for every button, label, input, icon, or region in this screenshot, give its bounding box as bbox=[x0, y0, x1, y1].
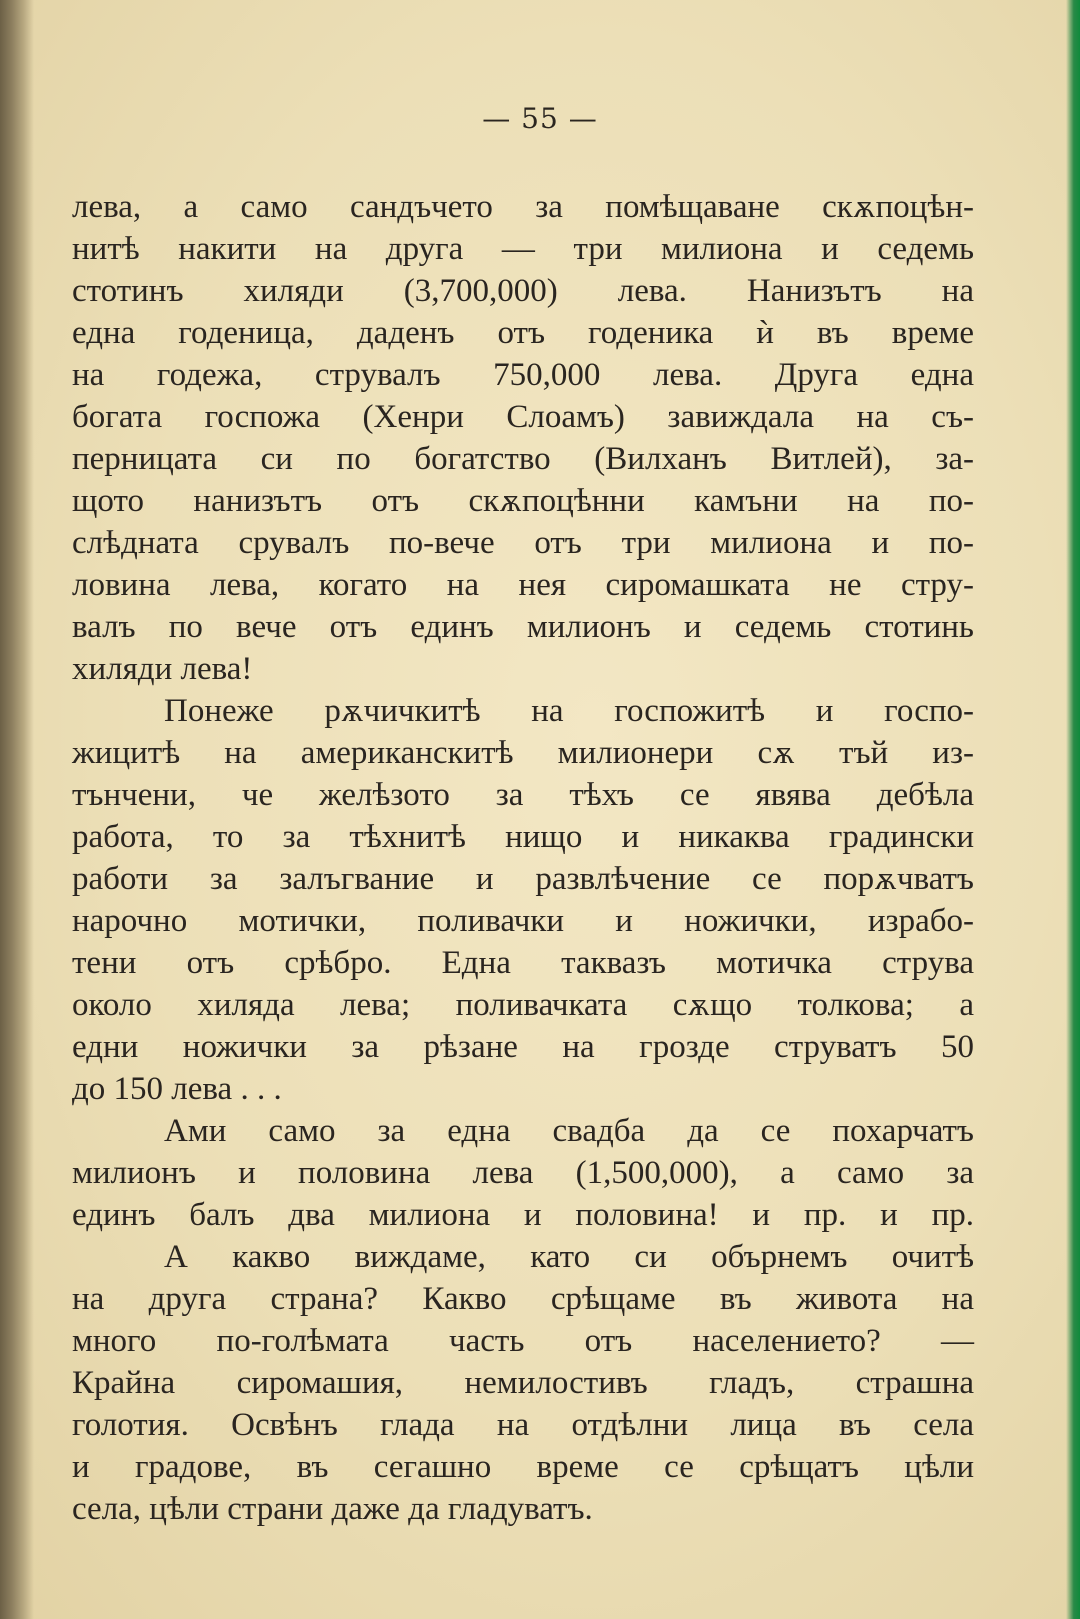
text-line: около хиляда лева; поливачката сѫщо толкова; а bbox=[72, 987, 974, 1023]
text-line: и градове, въ сегашно време се срѣщатъ цѣли bbox=[72, 1449, 974, 1485]
text-line: села, цѣли страни даже да гладуватъ. bbox=[72, 1491, 593, 1527]
text-line: на друга страна? Какво срѣщаме въ живота на bbox=[72, 1281, 974, 1317]
text-line: голотия. Освѣнъ глада на отдѣлни лица въ села bbox=[72, 1407, 974, 1443]
text-line: Понеже рѫчичкитѣ на госпожитѣ и госпо- bbox=[164, 693, 974, 729]
text-line: милионъ и половина лева (1,500,000), а само за bbox=[72, 1155, 974, 1191]
text-line: тени отъ срѣбро. Една таквазъ мотичка струва bbox=[72, 945, 974, 981]
text-line: перницата си по богатство (Вилханъ Витлей), за- bbox=[72, 441, 974, 477]
page-number: — 55 — bbox=[482, 102, 598, 135]
text-line: работа, то за тѣхнитѣ нищо и никаква градински bbox=[72, 819, 974, 855]
text-line: много по-голѣмата часть отъ населението? — bbox=[72, 1323, 974, 1359]
text-line: тънчени, че желѣзото за тѣхъ се явява дебѣла bbox=[72, 777, 974, 813]
text-line: валъ по вече отъ единъ милионъ и седемь стотинь bbox=[72, 609, 974, 645]
text-line: слѣдната срувалъ по-вече отъ три милиона и по- bbox=[72, 525, 974, 561]
text-line: единъ балъ два милиона и половина! и пр. и пр. bbox=[72, 1197, 974, 1233]
text-line: Ами само за една свадба да се похарчатъ bbox=[164, 1113, 974, 1149]
text-line: една годеница, даденъ отъ годеника ѝ въ време bbox=[72, 315, 974, 351]
text-line: ловина лева, когато на нея сиромашката не стру- bbox=[72, 567, 974, 603]
body-text bbox=[72, 186, 974, 1530]
text-line: едни ножички за рѣзане на грозде струватъ 50 bbox=[72, 1029, 974, 1065]
text-line: работи за залъгвание и развлѣчение се порѫчватъ bbox=[72, 861, 974, 897]
book-spine-shadow bbox=[0, 0, 34, 1619]
text-line: стотинъ хиляди (3,700,000) лева. Нанизътъ на bbox=[72, 273, 974, 309]
text-line: лева, а само сандъчето за помѣщаване скѫпоцѣн- bbox=[72, 189, 974, 225]
text-line: нарочно мотички, поливачки и ножички, израбо- bbox=[72, 903, 974, 939]
text-line: хиляди лева! bbox=[72, 651, 253, 687]
text-line: на годежа, струвалъ 750,000 лева. Друга една bbox=[72, 357, 974, 393]
text-line: до 150 лева . . . bbox=[72, 1071, 282, 1107]
text-line: богата госпожа (Хенри Слоамъ) завиждала на съ- bbox=[72, 399, 974, 435]
text-line: нитѣ накити на друга — три милиона и седемь bbox=[72, 231, 974, 267]
page-edge bbox=[1066, 0, 1080, 1619]
text-line: Крайна сиромашия, немилостивъ гладъ, страшна bbox=[72, 1365, 974, 1401]
text-line: жицитѣ на американскитѣ милионери сѫ тъй из- bbox=[72, 735, 974, 771]
text-line: щото нанизътъ отъ скѫпоцѣнни камъни на по- bbox=[72, 483, 974, 519]
text-line: А какво виждаме, като си обърнемъ очитѣ bbox=[164, 1239, 974, 1275]
